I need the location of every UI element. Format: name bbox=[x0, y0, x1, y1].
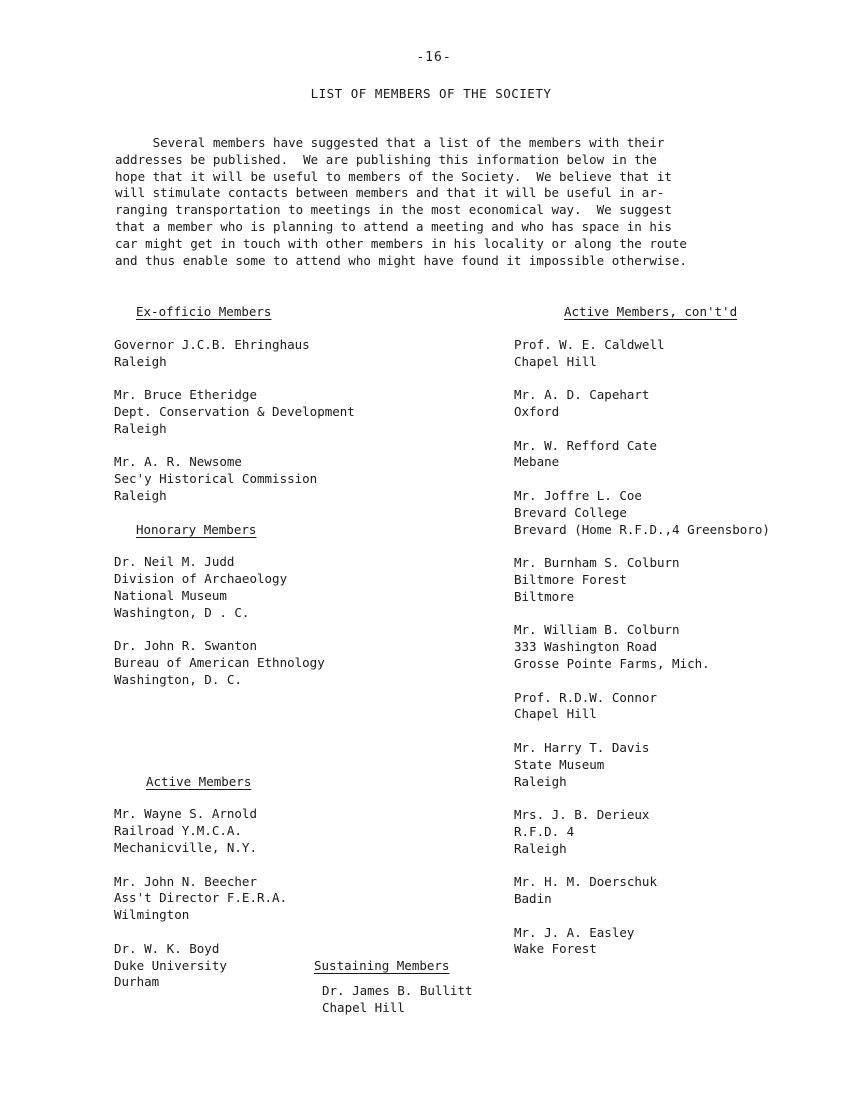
member-name: Mr. Harry T. Davis bbox=[514, 739, 650, 755]
active-contd-list bbox=[514, 337, 814, 958]
ex-officio-heading: Ex-officio Members bbox=[136, 304, 272, 319]
member-address-line: Mebane bbox=[514, 454, 560, 470]
member-address-line: Wilmington bbox=[114, 907, 190, 923]
member-address-line: Chapel Hill bbox=[514, 706, 597, 722]
member-address-line: R.F.D. 4 bbox=[514, 823, 575, 839]
member-entry bbox=[514, 740, 814, 790]
member-entry bbox=[514, 387, 814, 421]
page-number: -16- bbox=[416, 50, 452, 65]
page-title: LIST OF MEMBERS OF THE SOCIETY bbox=[310, 86, 552, 101]
member-address-line: Chapel Hill bbox=[514, 353, 597, 369]
member-name: Mr. Bruce Etheridge bbox=[114, 387, 257, 403]
member-entry bbox=[514, 874, 814, 908]
member-address-line: Oxford bbox=[514, 403, 560, 419]
member-entry bbox=[322, 983, 473, 1017]
member-address-line: Sec'y Historical Commission bbox=[114, 471, 318, 487]
member-entry bbox=[514, 622, 814, 672]
member-name: Mr. Burnham S. Colburn bbox=[514, 555, 680, 571]
member-address-line: Duke University bbox=[114, 957, 227, 973]
member-name: Dr. John R. Swanton bbox=[114, 638, 257, 654]
honorary-list bbox=[114, 554, 444, 688]
member-address-line: Mechanicville, N.Y. bbox=[114, 839, 257, 855]
member-name: Prof. W. E. Caldwell bbox=[514, 336, 665, 352]
member-name: Mr. A. D. Capehart bbox=[514, 387, 650, 403]
member-entry bbox=[114, 874, 444, 924]
member-entry bbox=[114, 638, 444, 688]
member-entry bbox=[514, 807, 814, 857]
member-name: Mr. William B. Colburn bbox=[514, 622, 680, 638]
member-entry bbox=[514, 337, 814, 371]
intro-line: Several members have suggested that a list of the members with their bbox=[115, 135, 665, 150]
member-name: Mr. Wayne S. Arnold bbox=[114, 806, 257, 822]
member-name: Mr. W. Refford Cate bbox=[514, 437, 657, 453]
member-address-line: Railroad Y.M.C.A. bbox=[114, 823, 242, 839]
member-address-line: Division of Archaeology bbox=[114, 571, 288, 587]
member-entry bbox=[114, 337, 444, 371]
ex-officio-section bbox=[136, 304, 444, 337]
intro-line: ranging transportation to meetings in the most economical way. We suggest bbox=[115, 202, 672, 218]
intro-line: and thus enable some to attend who might have found it impossible otherwise. bbox=[115, 252, 687, 268]
active-contd-section bbox=[564, 304, 814, 337]
active-section bbox=[146, 774, 444, 807]
intro-line: that a member who is planning to attend a meeting and who has space in his bbox=[115, 218, 672, 234]
member-address-line: Washington, D . C. bbox=[114, 604, 250, 620]
member-entry bbox=[114, 387, 444, 437]
member-entry bbox=[114, 806, 444, 856]
sustaining-list bbox=[314, 983, 473, 1017]
intro-line: car might get in touch with other members in his locality or along the route bbox=[115, 235, 687, 251]
intro-line: addresses be published. We are publishing this information below in the bbox=[115, 151, 657, 167]
member-address-line: Wake Forest bbox=[514, 941, 597, 957]
member-address-line: Biltmore Forest bbox=[514, 571, 627, 587]
member-address-line: Biltmore bbox=[514, 588, 575, 604]
member-entry bbox=[514, 488, 814, 538]
member-entry bbox=[514, 555, 814, 605]
member-address-line: Ass't Director F.E.R.A. bbox=[114, 890, 288, 906]
member-address-line: National Museum bbox=[114, 587, 227, 603]
member-address-line: Raleigh bbox=[514, 840, 567, 856]
member-address-line: Raleigh bbox=[114, 353, 167, 369]
member-address-line: Raleigh bbox=[514, 773, 567, 789]
member-address-line: Durham bbox=[114, 974, 160, 990]
member-address-line: Badin bbox=[514, 891, 552, 907]
member-address-line: State Museum bbox=[514, 756, 605, 772]
member-name: Dr. James B. Bullitt bbox=[322, 982, 473, 998]
intro-paragraph bbox=[115, 135, 765, 269]
member-entry bbox=[514, 438, 814, 472]
right-column bbox=[514, 304, 814, 975]
member-entry bbox=[514, 925, 814, 959]
member-name: Mr. A. R. Newsome bbox=[114, 454, 242, 470]
member-name: Governor J.C.B. Ehringhaus bbox=[114, 336, 310, 352]
active-contd-heading: Active Members, con't'd bbox=[564, 304, 738, 319]
honorary-section bbox=[136, 522, 444, 555]
member-name: Mr. J. A. Easley bbox=[514, 924, 635, 940]
member-entry bbox=[114, 554, 444, 621]
member-name: Prof. R.D.W. Connor bbox=[514, 689, 657, 705]
member-address-line: Dept. Conservation & Development bbox=[114, 403, 355, 419]
member-name: Dr. W. K. Boyd bbox=[114, 940, 220, 956]
sustaining-section bbox=[314, 958, 473, 1033]
member-entry bbox=[514, 690, 814, 724]
member-name: Mrs. J. B. Derieux bbox=[514, 807, 650, 823]
member-entry bbox=[114, 454, 444, 504]
left-column bbox=[114, 304, 444, 1008]
ex-officio-list bbox=[114, 337, 444, 505]
intro-line: hope that it will be useful to members of the Society. We believe that it bbox=[115, 168, 672, 184]
honorary-heading: Honorary Members bbox=[136, 521, 257, 537]
member-address-line: Grosse Pointe Farms, Mich. bbox=[514, 655, 710, 671]
member-address-line: Brevard College bbox=[514, 504, 627, 520]
member-address-line: Bureau of American Ethnology bbox=[114, 655, 325, 671]
member-address-line: Raleigh bbox=[114, 487, 167, 503]
member-name: Mr. John N. Beecher bbox=[114, 873, 257, 889]
member-name: Mr. Joffre L. Coe bbox=[514, 487, 642, 503]
member-address-line: 333 Washington Road bbox=[514, 639, 657, 655]
active-heading: Active Members bbox=[146, 773, 252, 789]
member-address-line: Chapel Hill bbox=[322, 999, 405, 1015]
member-name: Dr. Neil M. Judd bbox=[114, 554, 235, 570]
intro-line: will stimulate contacts between members and that it will be useful in ar- bbox=[115, 185, 665, 201]
member-address-line: Raleigh bbox=[114, 420, 167, 436]
sustaining-heading: Sustaining Members bbox=[314, 958, 450, 973]
member-address-line: Washington, D. C. bbox=[114, 671, 242, 687]
member-name: Mr. H. M. Doerschuk bbox=[514, 874, 657, 890]
member-address-line: Brevard (Home R.F.D.,4 Greensboro) bbox=[514, 521, 770, 537]
